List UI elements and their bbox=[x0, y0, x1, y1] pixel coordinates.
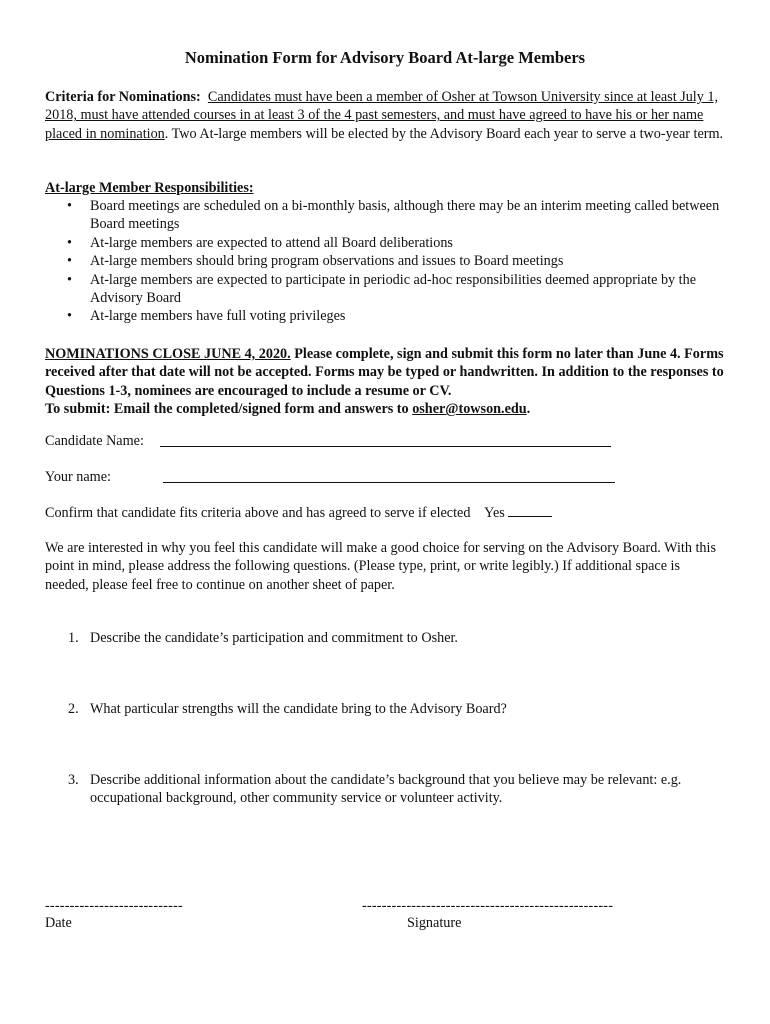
list-item-text: Board meetings are scheduled on a bi-monthly basis, although there may be an interim meeting called between Board meetings bbox=[90, 198, 720, 233]
question-2 bbox=[45, 700, 730, 718]
list-item-text: At-large members have full voting privileges bbox=[90, 308, 346, 325]
submission-notice bbox=[45, 345, 725, 419]
list-item-text: At-large members are expected to attend all Board deliberations bbox=[90, 234, 453, 251]
yes-label: Yes bbox=[484, 505, 505, 521]
list-item bbox=[45, 307, 725, 325]
responsibilities-heading: At-large Member Responsibilities: bbox=[45, 180, 254, 196]
list-item-text: At-large members should bring program observations and issues to Board meetings bbox=[90, 253, 564, 270]
question-number: 1. bbox=[68, 630, 79, 646]
candidate-name-label: Candidate Name: bbox=[45, 433, 144, 449]
question-text: Describe the candidate’s participation and commitment to Osher. bbox=[90, 630, 458, 646]
confirm-label: Confirm that candidate fits criteria above and has agreed to serve if elected bbox=[45, 505, 471, 521]
question-number: 3. bbox=[68, 772, 79, 788]
criteria-election-note: . Two At-large members will be elected by the Advisory Board each year to serve a two-year term. bbox=[164, 125, 724, 142]
submit-prefix: To submit: Email the completed/signed form and answers to bbox=[45, 401, 413, 418]
bullet-icon: • bbox=[67, 234, 72, 251]
criteria-requirements: Candidates must have been a member of Osher at Towson University since at least July 1, 2018, must have attended courses in at least 3 of the 4 past semesters, and must have agreed to have his or her name placed in nomination bbox=[45, 89, 719, 142]
criteria-paragraph bbox=[45, 88, 725, 143]
criteria-label: Criteria for Nominations: bbox=[45, 89, 201, 105]
question-text: Describe additional information about the candidate’s background that you believe may be relevant: e.g. occupational background, other community service or volunteer activity. bbox=[90, 772, 682, 807]
date-line[interactable]: ---------------------------- bbox=[45, 898, 183, 914]
question-text: What particular strengths will the candidate bring to the Advisory Board? bbox=[90, 701, 507, 717]
submit-suffix: . bbox=[526, 401, 531, 418]
list-item bbox=[45, 271, 725, 308]
confirm-row bbox=[45, 504, 552, 522]
signature-label: Signature bbox=[407, 915, 462, 931]
yes-confirm-field[interactable] bbox=[508, 504, 552, 517]
list-item-text: At-large members are expected to participate in periodic ad-hoc responsibilities deemed appropriate by the Advisory Board bbox=[90, 271, 697, 307]
bullet-icon: • bbox=[67, 308, 72, 325]
question-1 bbox=[45, 629, 730, 647]
page-title: Nomination Form for Advisory Board At-large Members bbox=[184, 48, 586, 67]
list-item bbox=[45, 234, 725, 252]
bullet-icon: • bbox=[67, 198, 72, 214]
question-3 bbox=[45, 771, 730, 808]
close-date: NOMINATIONS CLOSE JUNE 4, 2020. bbox=[45, 346, 291, 362]
your-name-label: Your name: bbox=[45, 469, 111, 485]
signature-line[interactable]: --------------------------------------------------- bbox=[362, 898, 614, 914]
intro-paragraph: We are interested in why you feel this candidate will make a good choice for serving on the Advisory Board. With this point in mind, please address the following questions. (Please type, print, or write legibly.) If additional space is needed, please feel free to continue on another sheet of paper. bbox=[45, 540, 716, 593]
your-name-field[interactable] bbox=[163, 482, 615, 483]
list-item bbox=[45, 252, 725, 270]
bullet-icon: • bbox=[67, 271, 72, 288]
date-label: Date bbox=[45, 915, 72, 931]
bullet-icon: • bbox=[67, 253, 72, 270]
submission-instructions: Please complete, sign and submit this form no later than June 4. Forms received after that date will not be accepted. Forms may be typed or handwritten. In addition to the responses to Questions 1-3, nominees are encouraged to include a resume or CV. bbox=[45, 346, 724, 399]
candidate-name-field[interactable] bbox=[160, 446, 611, 447]
responsibilities-list bbox=[45, 197, 725, 326]
submit-email-link[interactable]: osher@towson.edu bbox=[412, 401, 527, 418]
question-number: 2. bbox=[68, 701, 79, 717]
list-item bbox=[45, 197, 725, 234]
